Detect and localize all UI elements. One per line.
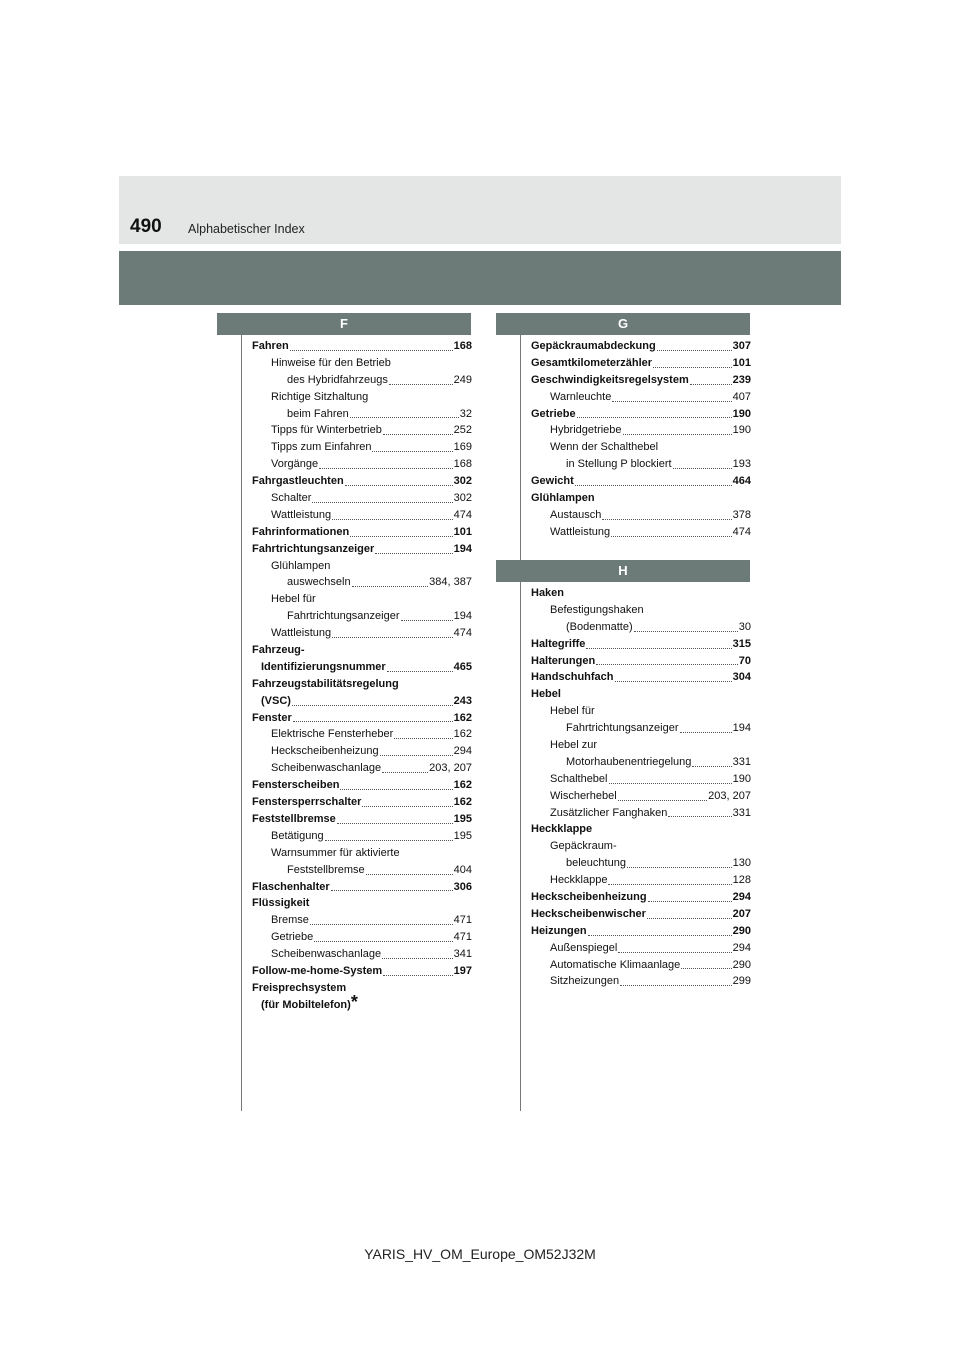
index-entry [531, 456, 751, 473]
index-entry-page: 315 [732, 637, 751, 650]
index-entry-page: 128 [732, 874, 751, 887]
index-entry [252, 963, 472, 980]
index-entry-term: Tipps zum Einfahren [271, 441, 372, 454]
index-entry-page: 474 [453, 627, 472, 640]
index-entry [531, 754, 751, 771]
index-entry-term: Fahrgastleuchten [252, 475, 344, 488]
index-entry [252, 862, 472, 879]
dot-leader [383, 975, 452, 976]
dot-leader [618, 800, 708, 801]
index-entry-term: Hebel für [550, 705, 595, 718]
index-entry-page: 30 [738, 620, 751, 633]
index-entry [252, 456, 472, 473]
dot-leader [596, 664, 738, 665]
index-entry [531, 957, 751, 974]
dot-leader [382, 772, 428, 773]
index-entry-term: Geschwindigkeitsregelsystem [531, 373, 689, 386]
index-entry-term: Schalthebel [550, 772, 608, 785]
dot-leader [615, 681, 732, 682]
index-entry-term: Flüssigkeit [252, 897, 310, 910]
index-entry [531, 439, 751, 456]
index-entry-term: Fahrtrichtungsanzeiger [252, 542, 375, 555]
index-entry-page: 168 [453, 340, 472, 352]
index-entry-term: Austausch [550, 508, 602, 521]
index-entry [252, 625, 472, 642]
index-entry-page: 194 [453, 542, 472, 555]
index-entry [531, 889, 751, 906]
dot-leader [310, 924, 453, 925]
document-code: YARIS_HV_OM_Europe_OM52J32M [364, 1246, 596, 1262]
index-entry [252, 828, 472, 845]
index-entry-term: Fahren [252, 340, 289, 352]
index-entry-term: Fensterscheiben [252, 779, 340, 792]
dot-leader [634, 631, 738, 632]
index-entry [531, 473, 751, 490]
index-entry [252, 912, 472, 929]
index-entry-term: Heckscheibenwischer [531, 907, 646, 920]
dot-leader [627, 867, 732, 868]
index-entry-page: 162 [453, 728, 472, 741]
index-entry [252, 422, 472, 439]
index-entry [531, 940, 751, 957]
index-entry [252, 389, 472, 406]
index-entry-term: auswechseln [287, 576, 351, 589]
index-entry [531, 524, 751, 541]
index-entry [252, 439, 472, 456]
index-entry-page: 302 [453, 492, 472, 505]
index-entry [252, 338, 472, 355]
dot-leader [325, 840, 453, 841]
letter-bar-g: G [496, 313, 750, 335]
index-entry-page: 162 [453, 779, 472, 792]
dot-leader [293, 721, 453, 722]
dot-leader [609, 783, 732, 784]
index-entry-term: Automatische Klimaanlage [550, 958, 681, 971]
index-entry [531, 389, 751, 406]
dot-leader [292, 705, 453, 706]
index-entry-term: Freisprechsystem [252, 981, 347, 994]
index-entry-page: 70 [738, 654, 751, 667]
dot-leader [620, 985, 732, 986]
dot-leader [680, 732, 732, 733]
dot-leader [602, 519, 731, 520]
index-entry-term: Wattleistung [550, 525, 611, 538]
index-entry-term: in Stellung P blockiert [566, 458, 672, 471]
index-entry-term: beim Fahren [287, 407, 349, 420]
index-entry-term: Sitzheizungen [550, 975, 620, 988]
index-entry-page: 252 [453, 424, 472, 437]
index-entry-term: Feststellbremse [252, 812, 336, 825]
index-entry [252, 879, 472, 896]
index-entry-term: Hybridgetriebe [550, 424, 622, 437]
index-entry-term: Handschuhfach [531, 671, 614, 684]
index-entry-page: 299 [732, 975, 751, 988]
index-entry-term: Bremse [271, 914, 309, 927]
dot-leader [657, 350, 732, 351]
index-entry-page: 194 [453, 610, 472, 623]
letter-bar-f: F [217, 313, 471, 335]
index-entry-page: 194 [732, 722, 751, 735]
index-entry [252, 929, 472, 946]
index-entry-page: 294 [732, 941, 751, 954]
index-entry [531, 619, 751, 636]
index-entry-term: Warnsummer für aktivierte [271, 846, 400, 859]
index-entry [252, 794, 472, 811]
index-entry [531, 355, 751, 372]
index-entry [531, 805, 751, 822]
index-entry-term: Scheibenwaschanlage [271, 762, 382, 775]
index-entry-page: 304 [732, 671, 751, 684]
index-entry-term: Fahrzeugstabilitätsregelung [252, 677, 399, 690]
dot-leader [331, 890, 453, 891]
dot-leader [618, 952, 731, 953]
dot-leader [647, 918, 732, 919]
index-entry [252, 693, 472, 710]
index-entry-term: Halterungen [531, 654, 596, 667]
dot-leader [692, 766, 731, 767]
index-entry-page: 331 [732, 755, 751, 768]
index-entry-term: Tipps für Winterbetrieb [271, 424, 382, 437]
index-entry-page: 197 [453, 964, 472, 977]
index-entry [252, 558, 472, 575]
index-entry-page: 243 [453, 694, 472, 707]
index-entry-term: Getriebe [531, 407, 576, 420]
index-entry-page: 474 [732, 525, 751, 538]
index-entry-page: 130 [732, 857, 751, 870]
index-entry-page: 474 [453, 508, 472, 521]
index-entry-term: Betätigung [271, 829, 324, 842]
index-entry-page: 203, 207 [708, 789, 751, 802]
index-entry-term: Fahrzeug- [252, 644, 305, 657]
index-column-h [531, 585, 751, 990]
dot-leader [352, 586, 429, 587]
index-entry-term: Richtige Sitzhaltung [271, 390, 369, 403]
index-entry [531, 490, 751, 507]
index-entry-term: beleuchtung [566, 857, 626, 870]
dot-leader [668, 816, 731, 817]
index-entry-page: 162 [453, 796, 472, 809]
dot-leader [389, 384, 453, 385]
index-column-g [531, 338, 751, 541]
index-entry-term: Elektrische Fensterheber [271, 728, 394, 741]
index-entry [252, 895, 472, 912]
dot-leader [319, 468, 453, 469]
index-entry-page: 239 [732, 373, 751, 386]
dot-leader [612, 401, 731, 402]
dot-leader [387, 671, 453, 672]
index-entry-page: 207 [732, 907, 751, 920]
index-entry-term: Fahrinformationen [252, 525, 350, 538]
index-entry [531, 737, 751, 754]
dot-leader [394, 738, 452, 739]
dot-leader [588, 935, 732, 936]
index-entry [252, 760, 472, 777]
index-entry-term: Heckklappe [531, 823, 593, 836]
dot-leader [586, 648, 731, 649]
dot-leader [345, 485, 453, 486]
index-entry-term: Haltegriffe [531, 637, 586, 650]
index-entry-term: Fahrtrichtungsanzeiger [287, 610, 400, 623]
index-entry [252, 642, 472, 659]
index-entry-term: Hebel zur [550, 739, 598, 752]
index-entry-term: Flaschenhalter [252, 880, 330, 893]
index-entry-term: Hebel [531, 688, 561, 701]
dot-leader [312, 502, 452, 503]
dot-leader [290, 350, 453, 351]
dot-leader [382, 958, 453, 959]
index-entry-page: 384, 387 [429, 576, 472, 589]
index-entry [252, 355, 472, 372]
index-entry [252, 490, 472, 507]
index-entry-term: (VSC) [261, 694, 291, 707]
index-entry-term: Heckklappe [550, 874, 608, 887]
index-entry [531, 602, 751, 619]
index-entry [252, 524, 472, 541]
index-entry-term: Gepäckraumabdeckung [531, 340, 656, 352]
index-entry-page: 162 [453, 711, 472, 724]
index-entry-page: 32 [459, 407, 472, 420]
dot-leader [653, 367, 732, 368]
dot-leader [673, 468, 732, 469]
index-entry-page: 302 [453, 475, 472, 488]
dot-leader [611, 536, 732, 537]
index-entry-term: Schalter [271, 492, 312, 505]
index-entry [531, 788, 751, 805]
index-entry [531, 338, 751, 355]
index-entry [531, 923, 751, 940]
dot-leader [577, 417, 732, 418]
index-entry-term: Warnleuchte [550, 390, 612, 403]
index-entry [252, 659, 472, 676]
dot-leader [690, 384, 732, 385]
index-entry [531, 422, 751, 439]
index-entry-page: 195 [453, 812, 472, 825]
index-entry-term: Identifizierungsnummer [261, 660, 386, 673]
index-entry-term: Wattleistung [271, 508, 332, 521]
index-entry-term: Fenster [252, 711, 292, 724]
index-entry-term: Feststellbremse [287, 863, 365, 876]
column-rule-left [241, 334, 242, 1111]
index-entry-page: 294 [453, 745, 472, 758]
index-entry [252, 676, 472, 693]
index-entry [531, 771, 751, 788]
index-entry [531, 636, 751, 653]
dot-leader [332, 519, 453, 520]
dot-leader [623, 434, 732, 435]
index-entry-term: Heckscheibenheizung [531, 891, 647, 904]
index-entry [531, 872, 751, 889]
index-entry [531, 653, 751, 670]
index-entry [531, 973, 751, 990]
index-entry [252, 541, 472, 558]
dot-leader [340, 789, 452, 790]
index-entry-page: 169 [453, 441, 472, 454]
index-entry-page: 190 [732, 424, 751, 437]
dot-leader [366, 874, 453, 875]
index-entry [252, 372, 472, 389]
index-entry [252, 710, 472, 727]
index-entry-page: 378 [732, 508, 751, 521]
index-entry [252, 777, 472, 794]
index-entry-term: Gewicht [531, 475, 574, 488]
index-entry-term: (für Mobiltelefon) [261, 998, 351, 1011]
index-entry: (für Mobiltelefon) * [261, 991, 358, 1012]
index-entry-page: 168 [453, 458, 472, 471]
index-entry-term: Fenstersperrschalter [252, 796, 362, 809]
index-entry-term: Heckscheibenheizung [271, 745, 379, 758]
index-entry-page: 249 [453, 373, 472, 386]
index-entry-term: Motorhaubenentriegelung [566, 755, 692, 768]
dot-leader [337, 823, 453, 824]
index-entry-term: des Hybridfahrzeugs [287, 373, 388, 386]
index-entry-page: 404 [453, 863, 472, 876]
index-entry-page: 290 [732, 924, 751, 937]
index-entry-page: 465 [453, 660, 472, 673]
index-entry-term: Glühlampen [531, 492, 595, 505]
index-entry-page: 203, 207 [429, 762, 472, 775]
index-entry-page: 193 [732, 458, 751, 471]
index-entry-page: 471 [453, 914, 472, 927]
section-title: Alphabetischer Index [188, 222, 305, 236]
index-entry [252, 946, 472, 963]
index-entry-term: Wattleistung [271, 627, 332, 640]
index-entry-page: 471 [453, 931, 472, 944]
index-entry-term: Wenn der Schalthebel [550, 441, 659, 454]
index-entry [531, 855, 751, 872]
index-entry-page: 341 [453, 948, 472, 961]
index-entry-term: Hebel für [271, 593, 316, 606]
index-entry-term: (Bodenmatte) [566, 620, 633, 633]
index-entry [252, 980, 472, 997]
index-entry-term: Getriebe [271, 931, 314, 944]
index-entry-page: 195 [453, 829, 472, 842]
index-entry [252, 743, 472, 760]
index-entry-page: 190 [732, 407, 751, 420]
index-entry [252, 591, 472, 608]
dot-leader [608, 884, 731, 885]
page-number: 490 [130, 216, 162, 237]
index-entry-page: 407 [732, 390, 751, 403]
index-entry [252, 845, 472, 862]
index-entry [531, 406, 751, 423]
index-entry-term: Befestigungshaken [550, 603, 644, 616]
dot-leader [350, 417, 459, 418]
index-entry-page: 294 [732, 891, 751, 904]
index-entry [252, 608, 472, 625]
index-entry-page: 306 [453, 880, 472, 893]
letter-bar-h: H [496, 560, 750, 582]
index-entry-term: Follow-me-home-System [252, 964, 383, 977]
index-entry-term: Haken [531, 587, 565, 599]
index-entry-term: Zusätzlicher Fanghaken [550, 806, 668, 819]
dot-leader [681, 968, 731, 969]
index-entry-term: Gesamtkilometerzähler [531, 356, 653, 369]
dot-leader [401, 620, 453, 621]
index-entry-term: Fahrtrichtungsanzeiger [566, 722, 679, 735]
index-entry-page: 290 [732, 958, 751, 971]
index-entry [531, 720, 751, 737]
index-entry-term: Wischerhebel [550, 789, 617, 802]
dot-leader [648, 901, 732, 902]
header-dark-band [119, 251, 841, 305]
index-entry-page: 190 [732, 772, 751, 785]
index-entry-term: Hinweise für den Betrieb [271, 356, 391, 369]
index-entry-page: 101 [453, 525, 472, 538]
index-entry [531, 906, 751, 923]
index-entry [531, 703, 751, 720]
index-entry-page: 464 [732, 475, 751, 488]
dot-leader [372, 451, 452, 452]
index-entry-term: Glühlampen [271, 559, 331, 572]
dot-leader [332, 637, 453, 638]
index-entry-term: Vorgänge [271, 458, 319, 471]
index-entry [531, 585, 751, 602]
index-entry-term: Außenspiegel [550, 941, 618, 954]
dot-leader [350, 536, 452, 537]
index-entry-term: Heizungen [531, 924, 587, 937]
index-entry-page: 307 [732, 340, 751, 352]
index-entry [252, 507, 472, 524]
index-entry [531, 821, 751, 838]
index-entry [531, 686, 751, 703]
dot-leader [383, 434, 453, 435]
index-entry [531, 669, 751, 686]
index-entry-term: Scheibenwaschanlage [271, 948, 382, 961]
index-entry [252, 406, 472, 423]
index-entry-page: 331 [732, 806, 751, 819]
dot-leader [375, 553, 452, 554]
index-entry-term: Gepäckraum- [550, 840, 617, 853]
index-entry [252, 726, 472, 743]
dot-leader [362, 806, 452, 807]
index-entry [531, 838, 751, 855]
index-entry-page: 101 [732, 356, 751, 369]
index-column-f [252, 338, 472, 1014]
index-entry [531, 507, 751, 524]
dot-leader [380, 755, 453, 756]
column-rule-right [520, 334, 521, 1111]
index-entry [252, 473, 472, 490]
index-entry [252, 811, 472, 828]
index-entry [531, 372, 751, 389]
index-entry [252, 574, 472, 591]
dot-leader [314, 941, 452, 942]
dot-leader [575, 485, 732, 486]
